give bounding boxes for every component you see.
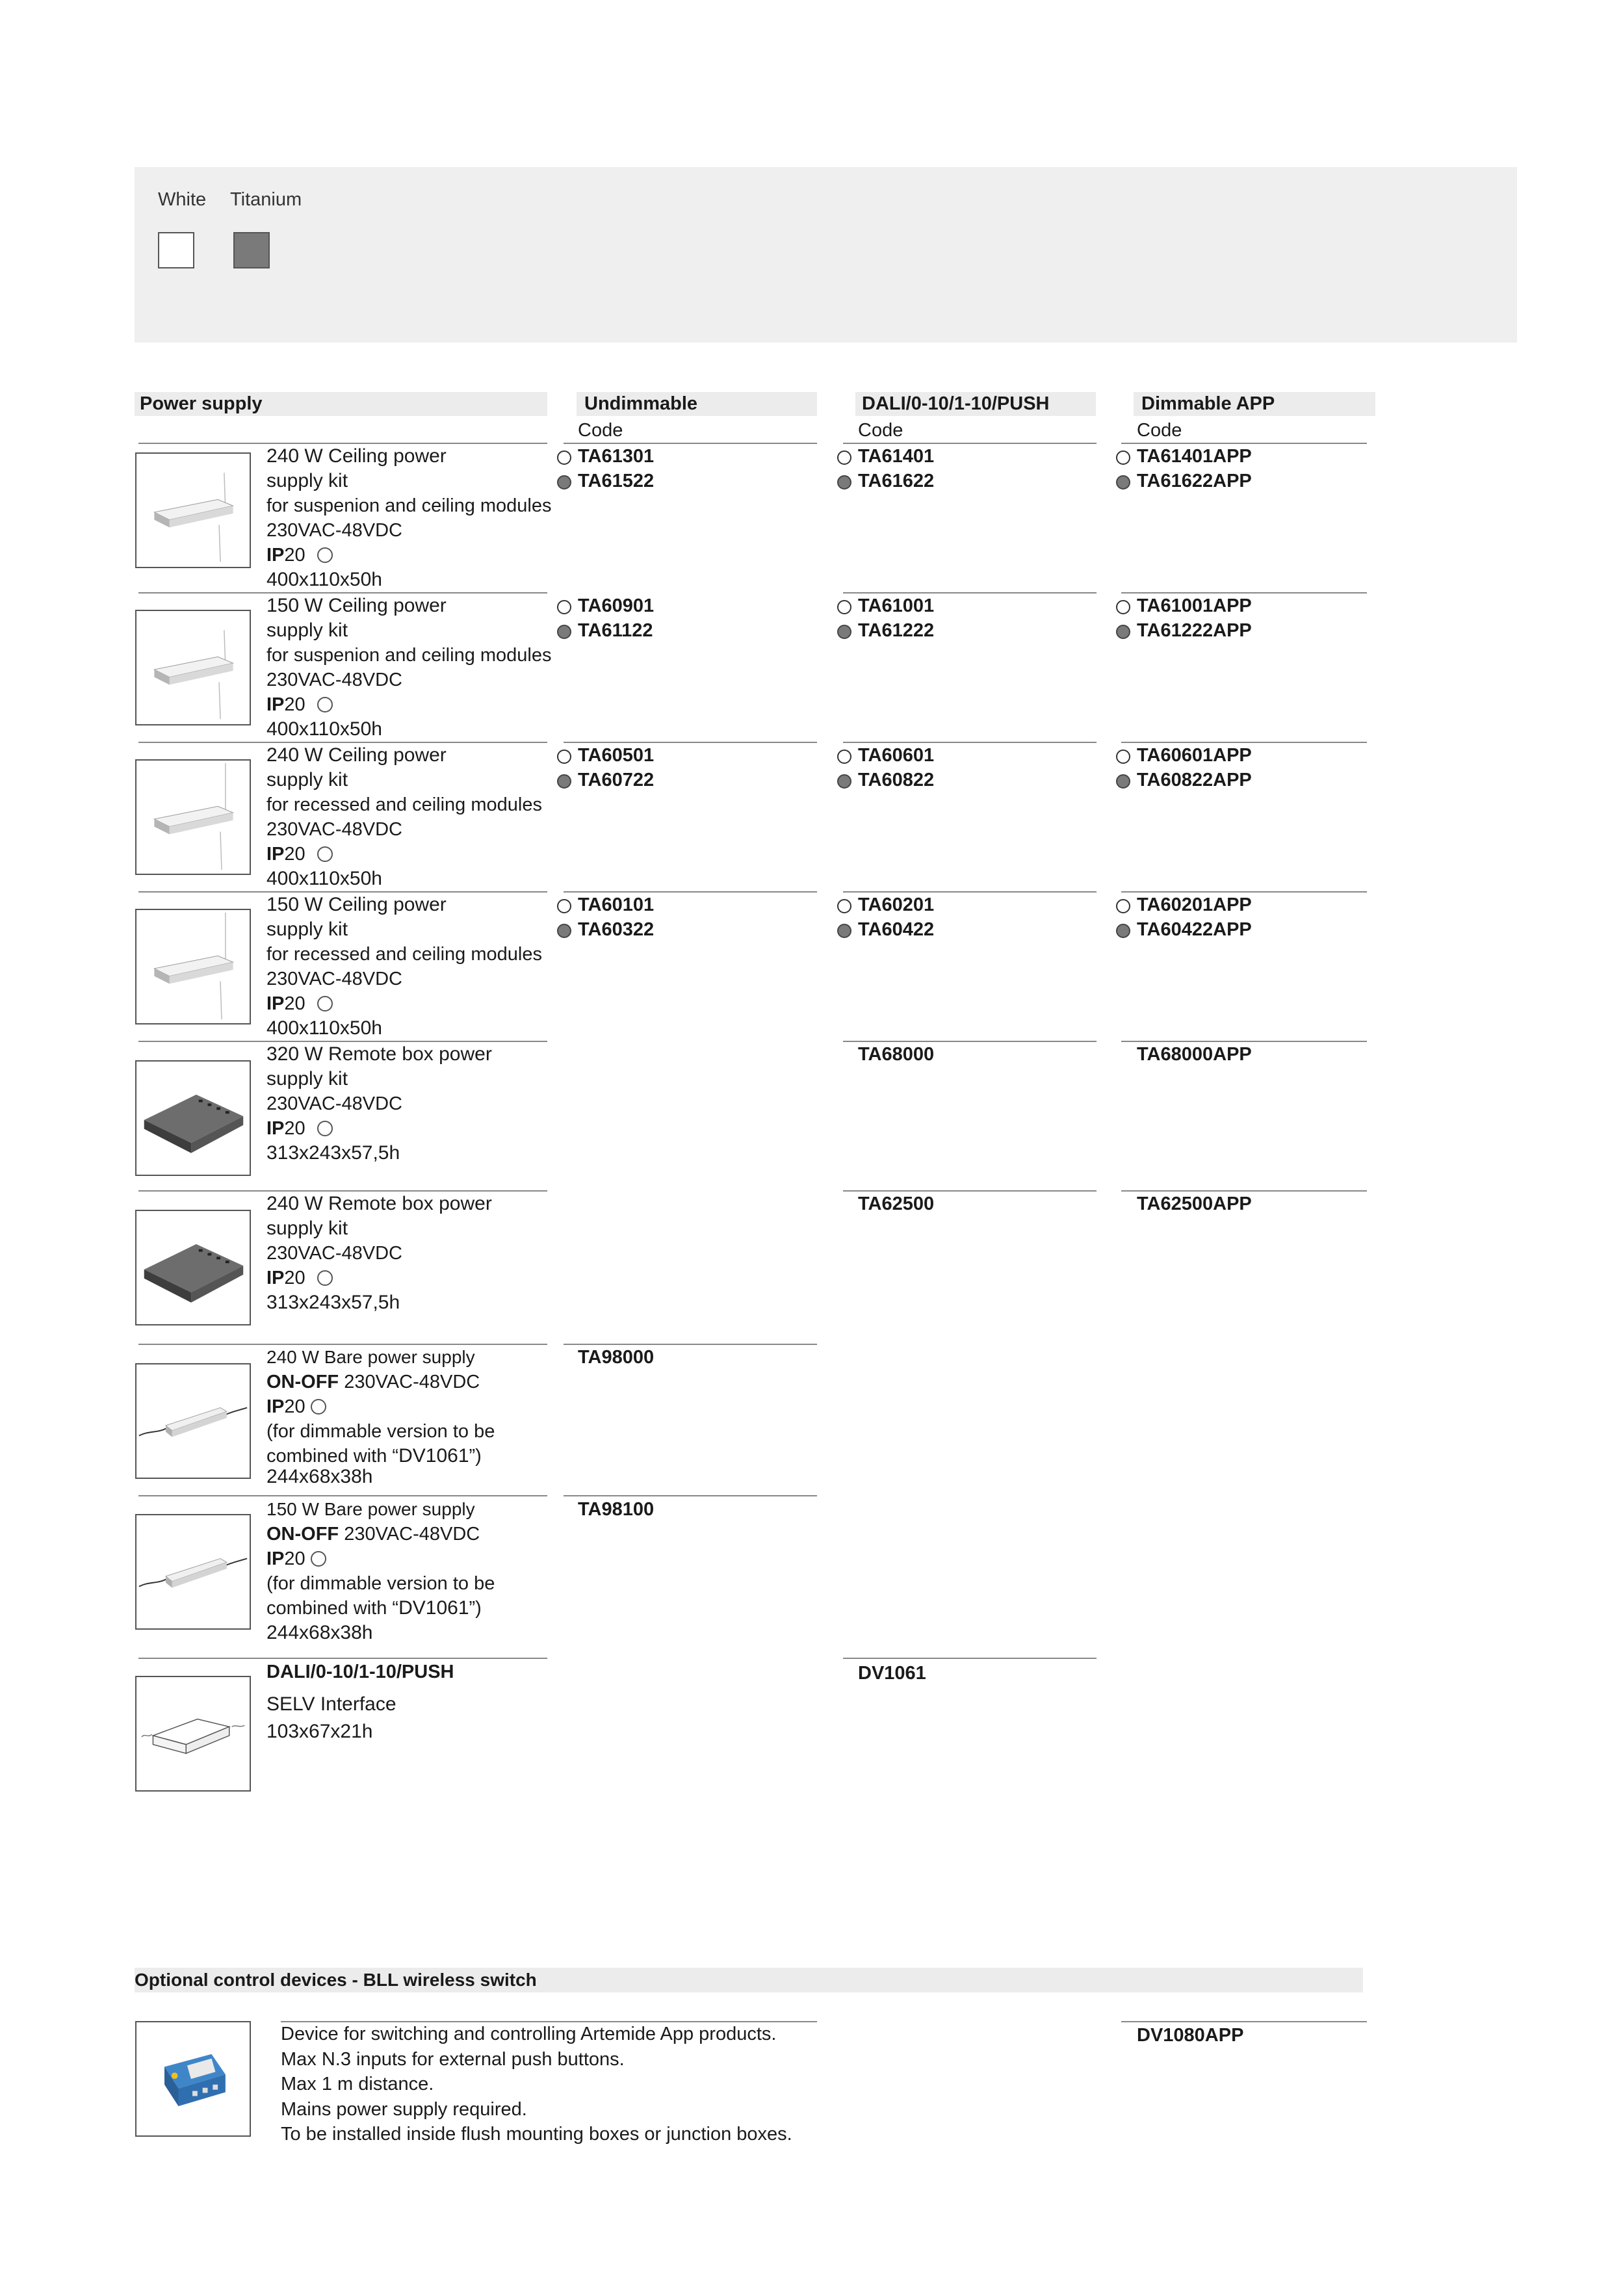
titanium-finish-dot: [1116, 924, 1130, 938]
ip-label: IP: [266, 1548, 285, 1569]
bare-driver-image: [135, 1514, 251, 1630]
product-code: TA98100: [578, 1499, 655, 1520]
product-voltage: 230VAC-48VDC: [266, 969, 403, 989]
white-finish-dot: [557, 899, 571, 913]
ip-rating: 20: [284, 694, 305, 715]
wireless-switch-image: [135, 2021, 251, 2137]
white-finish-dot: [837, 600, 851, 614]
product-title: 240 W Bare power supply: [266, 1347, 475, 1367]
product-dimensions: 400x110x50h: [266, 569, 382, 590]
product-code: TA61401APP: [1137, 446, 1252, 467]
product-title: supply kit: [266, 1218, 348, 1239]
white-finish-dot: [1116, 450, 1130, 465]
divider: [564, 1495, 817, 1496]
product-code: TA60901: [578, 595, 655, 616]
product-usage: for suspenion and ceiling modules: [266, 495, 552, 516]
product-dimensions: 103x67x21h: [266, 1721, 373, 1742]
product-code: TA60322: [578, 919, 655, 940]
white-finish-dot: [1116, 600, 1130, 614]
app-header: Dimmable APP: [1134, 392, 1375, 416]
optional-section-heading: Optional control devices - BLL wireless switch: [135, 1968, 1363, 1992]
description-line: Max N.3 inputs for external push buttons.: [281, 2048, 625, 2070]
titanium-finish-dot: [837, 475, 851, 489]
titanium-finish-dot: [1116, 774, 1130, 789]
ip-label: IP: [266, 1396, 285, 1417]
product-note: combined with “: [266, 1446, 399, 1467]
product-code: TA62500APP: [1137, 1194, 1252, 1214]
dali-header: DALI/0-10/1-10/PUSH: [855, 392, 1096, 416]
ip-rating: 20: [284, 1118, 305, 1139]
product-title: supply kit: [266, 620, 348, 641]
product-usage: for suspenion and ceiling modules: [266, 645, 552, 666]
earth-ground-icon: [311, 1399, 326, 1415]
white-finish-dot: [557, 450, 571, 465]
dv1061-reference: DV1061: [398, 1597, 469, 1619]
product-voltage: 230VAC-48VDC: [266, 1093, 403, 1114]
power-supply-header: Power supply: [135, 392, 547, 416]
product-code: TA62500: [858, 1194, 935, 1214]
product-title: supply kit: [266, 470, 348, 491]
product-code: TA61401: [858, 446, 935, 467]
ip-label: IP: [266, 1268, 285, 1288]
product-code: TA60822: [858, 770, 935, 790]
earth-ground-icon: [317, 1270, 333, 1286]
product-voltage: 230VAC-48VDC: [344, 1372, 480, 1392]
product-code: TA61222APP: [1137, 620, 1252, 641]
product-code: TA60201: [858, 894, 935, 915]
product-note: (for dimmable version to be: [266, 1573, 495, 1594]
ip-rating: 20: [284, 844, 305, 865]
earth-ground-icon: [317, 697, 333, 712]
divider: [138, 1658, 547, 1659]
product-description: [266, 1345, 495, 1489]
titanium-finish-dot: [837, 625, 851, 639]
white-finish-dot: [557, 750, 571, 764]
product-title: 240 W Remote box power: [266, 1193, 492, 1214]
product-code: TA60422: [858, 919, 935, 940]
product-note: combined with “: [266, 1598, 399, 1619]
product-description: [266, 1660, 454, 1744]
ip-label: IP: [266, 993, 285, 1014]
ip-label: IP: [266, 1118, 285, 1139]
product-code: DV1061: [858, 1663, 926, 1684]
product-title: DALI/0-10/1-10/PUSH: [266, 1662, 454, 1682]
product-voltage: 230VAC-48VDC: [344, 1524, 480, 1545]
product-dimensions: 244x68x38h: [266, 1622, 373, 1643]
product-code: TA61622APP: [1137, 471, 1252, 491]
titanium-finish-dot: [557, 475, 571, 489]
selv-interface-image: [135, 1676, 251, 1792]
product-dimensions: 313x243x57,5h: [266, 1142, 400, 1164]
product-code: TA60501: [578, 745, 655, 766]
product-description: [266, 594, 552, 742]
finish-titanium-label: Titanium: [230, 189, 302, 210]
titanium-finish-dot: [557, 924, 571, 938]
white-finish-dot: [837, 899, 851, 913]
dv1061-reference: DV1061: [398, 1445, 469, 1467]
product-title: 320 W Remote box power: [266, 1043, 492, 1065]
product-dimensions: 313x243x57,5h: [266, 1292, 400, 1313]
product-usage: for recessed and ceiling modules: [266, 944, 542, 965]
description-line: Mains power supply required.: [281, 2098, 527, 2120]
ip-label: IP: [266, 844, 285, 865]
product-description: [266, 444, 552, 592]
product-code: TA61522: [578, 471, 655, 491]
product-code: TA60722: [578, 770, 655, 790]
product-title: supply kit: [266, 1068, 348, 1089]
product-code: TA61001APP: [1137, 595, 1252, 616]
product-title: 150 W Ceiling power: [266, 894, 447, 915]
ip-label: IP: [266, 694, 285, 715]
ip-rating: 20: [284, 1268, 305, 1288]
ip-rating: 20: [284, 1396, 305, 1417]
ip-label: IP: [266, 545, 285, 566]
product-description: [266, 1042, 492, 1166]
undimmable-code-label: Code: [578, 420, 623, 441]
product-voltage: 230VAC-48VDC: [266, 1243, 403, 1264]
product-code: TA61122: [578, 620, 653, 641]
ceiling-kit-recessed-image: [135, 909, 251, 1024]
product-code: TA98000: [578, 1347, 655, 1368]
description-line: To be installed inside flush mounting boxes or junction boxes.: [281, 2124, 792, 2145]
product-code: DV1080APP: [1137, 2025, 1244, 2046]
product-code: TA61301: [578, 446, 655, 467]
undimmable-header: Undimmable: [577, 392, 817, 416]
remote-box-image: [135, 1060, 251, 1176]
titanium-finish-dot: [557, 625, 571, 639]
app-code-label: Code: [1137, 420, 1182, 441]
earth-ground-icon: [317, 996, 333, 1011]
product-code: TA68000APP: [1137, 1044, 1252, 1065]
product-note: ”): [469, 1598, 482, 1619]
ceiling-kit-recessed-image: [135, 759, 251, 875]
ip-rating: 20: [284, 993, 305, 1014]
white-finish-dot: [837, 450, 851, 465]
product-title: supply kit: [266, 769, 348, 790]
description-line: Max 1 m distance.: [281, 2074, 434, 2094]
earth-ground-icon: [317, 547, 333, 563]
product-title: supply kit: [266, 919, 348, 940]
ceiling-kit-suspension-image: [135, 452, 251, 568]
titanium-finish-dot: [557, 774, 571, 789]
description-line: Device for switching and controlling Artemide App products.: [281, 2024, 777, 2044]
white-finish-dot: [1116, 899, 1130, 913]
product-title: 150 W Bare power supply: [266, 1499, 475, 1519]
on-off-label: ON-OFF: [266, 1372, 339, 1392]
product-dimensions: 400x110x50h: [266, 1017, 382, 1039]
ceiling-kit-suspension-image: [135, 610, 251, 725]
product-voltage: 230VAC-48VDC: [266, 670, 403, 690]
divider: [138, 1495, 547, 1496]
product-code: TA61622: [858, 471, 935, 491]
product-code: TA60422APP: [1137, 919, 1252, 940]
product-title: 150 W Ceiling power: [266, 595, 447, 616]
product-code: TA60101: [578, 894, 655, 915]
product-subtitle: SELV Interface: [266, 1693, 396, 1715]
finish-titanium-swatch: [233, 232, 270, 268]
product-title: 240 W Ceiling power: [266, 744, 447, 766]
product-description: [266, 743, 542, 891]
finishes-panel: [135, 167, 1517, 343]
product-code: TA61222: [858, 620, 935, 641]
ip-rating: 20: [284, 1548, 305, 1569]
dali-code-label: Code: [858, 420, 903, 441]
divider: [1121, 2021, 1367, 2022]
product-dimensions: 244x68x38h: [266, 1466, 373, 1487]
product-title: 240 W Ceiling power: [266, 445, 447, 467]
white-finish-dot: [1116, 750, 1130, 764]
white-finish-dot: [837, 750, 851, 764]
product-voltage: 230VAC-48VDC: [266, 520, 403, 541]
optional-description: [281, 2022, 792, 2147]
product-dimensions: 400x110x50h: [266, 868, 382, 889]
product-voltage: 230VAC-48VDC: [266, 819, 403, 840]
product-dimensions: 400x110x50h: [266, 718, 382, 740]
remote-box-image: [135, 1210, 251, 1325]
product-code: TA68000: [858, 1044, 935, 1065]
white-finish-dot: [557, 600, 571, 614]
product-usage: for recessed and ceiling modules: [266, 794, 542, 815]
finish-white-swatch: [158, 232, 194, 268]
titanium-finish-dot: [1116, 475, 1130, 489]
product-description: [266, 1192, 492, 1315]
bare-driver-image: [135, 1363, 251, 1479]
product-code: TA60601APP: [1137, 745, 1252, 766]
ip-rating: 20: [284, 545, 305, 566]
product-note: (for dimmable version to be: [266, 1421, 495, 1442]
product-code: TA60201APP: [1137, 894, 1252, 915]
earth-ground-icon: [311, 1551, 326, 1567]
on-off-label: ON-OFF: [266, 1524, 339, 1545]
finish-white-label: White: [158, 189, 207, 210]
divider: [843, 1658, 1097, 1659]
titanium-finish-dot: [837, 924, 851, 938]
earth-ground-icon: [317, 1121, 333, 1136]
earth-ground-icon: [317, 846, 333, 862]
product-description: [266, 893, 542, 1041]
product-note: ”): [469, 1446, 482, 1467]
titanium-finish-dot: [1116, 625, 1130, 639]
titanium-finish-dot: [837, 774, 851, 789]
product-code: TA60822APP: [1137, 770, 1252, 790]
product-code: TA60601: [858, 745, 935, 766]
product-description: [266, 1497, 495, 1645]
product-code: TA61001: [858, 595, 935, 616]
